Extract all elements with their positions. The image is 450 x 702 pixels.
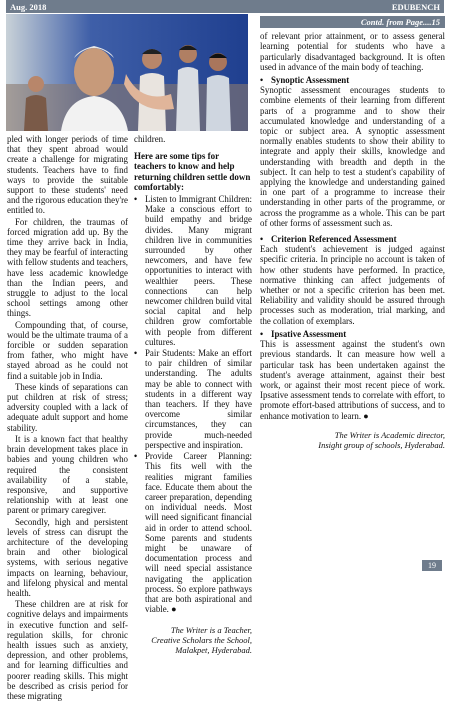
section-heading: • Criterion Referenced Assessment bbox=[260, 234, 397, 245]
writer-credit-line: Creative Scholars the School, bbox=[151, 635, 252, 646]
paragraph: Compounding that, of course, would be the ultimate trauma of a forcible or sudden separation from father, who might have stayed abroad as he could not find a suitable job in India. bbox=[7, 319, 128, 381]
article-photo bbox=[6, 14, 248, 131]
page-header bbox=[6, 0, 444, 13]
tips-heading: Here are some tips for teachers to know and help returning children settle down comfortably: bbox=[134, 151, 251, 192]
writer-credit-line: Insight group of schools, Hyderabad. bbox=[318, 439, 445, 450]
tips-list bbox=[134, 194, 252, 614]
list-item-text: Provide Career Planning: This fits well with the realities migrant families face. Educate them about the career preparation, depending on individual needs. Most will need significant financial aid in order to attend school. Some parents and students might be unaware of documentation process and will need special assistance navigating the application process. So explore pathways that are both aspirational and viable. bbox=[145, 451, 252, 615]
list-item bbox=[134, 451, 252, 614]
writer-credit bbox=[134, 625, 252, 655]
teacher-with-children-photo bbox=[6, 14, 248, 131]
paragraph: children. bbox=[134, 134, 166, 144]
publication-name: EDUBENCH bbox=[391, 1, 440, 12]
writer-credit-line: The Writer is Academic director, bbox=[334, 429, 445, 440]
writer-credit bbox=[260, 430, 445, 450]
section-heading-text: Criterion Referenced Assessment bbox=[271, 234, 397, 245]
paragraph: For children, the traumas of forced migration add up. By the time they arrive back in India, they may be fearful of interacting with fellow students and teachers, have less academic knowledge than the Indian peers, and struggle to adjust to the local school settings among other things. bbox=[7, 216, 128, 319]
paragraph: pled with longer periods of time that they spent abroad would create a challenge for migrating students. Teachers have to find ways to provide the suitable support to these students' need and the rigorous education they're entitled to. bbox=[7, 134, 128, 216]
end-mark: ● bbox=[363, 410, 369, 421]
writer-credit-line: The Writer is a Teacher, bbox=[170, 625, 252, 636]
column-middle bbox=[134, 134, 252, 655]
section-heading: • Ipsative Assessment bbox=[260, 328, 347, 339]
paragraph: of relevant prior attainment, or to assess general learning potential for students who have a particularly disadvantaged background. It is often used in advance of the main body of teaching. bbox=[260, 31, 445, 72]
paragraph: It is a known fact that healthy brain development takes place in babies and young children who required the consistent availability of a stable, responsive, and supportive relationship with at least one parent or primary caregiver. bbox=[7, 433, 128, 516]
paragraph: Each student's achievement is judged against specific criteria. In principle no account is taken of how other students have performed. In practice, normative thinking can affect judgements of whether or not a specific criterion has been met. Reliability and validity should be assured through processes such as moderation, trial marking, and the collation of exemplars. bbox=[260, 244, 445, 326]
paragraph: Synoptic assessment encourages students to combine elements of their learning from different parts of a programme and to show their accumulated knowledge and understanding of a topic or subject area. A synoptic assessment normally enables students to show their ability to integrate and apply their skills, knowledge and understanding with breadth and depth in the subject. It can help to test a student's capability of applying the knowledge and understanding gained in one part of a programme to increase their understanding in other parts of the programme, or across the programme as a whole. This can be part of other forms of assessment such as. bbox=[260, 85, 445, 228]
continued-from-banner: Contd. from Page....15 bbox=[260, 16, 445, 28]
column-right bbox=[260, 16, 445, 450]
section-heading-text: Ipsative Assessment bbox=[271, 328, 347, 339]
section-heading-text: Synoptic Assessment bbox=[271, 75, 350, 86]
page-number: 19 bbox=[422, 560, 442, 571]
writer-credit-line: Malakpet, Hyderabad. bbox=[175, 645, 252, 656]
paragraph: These kinds of separations can put children at risk of stress; adversity coupled with a lack of adequate adult support and home stability. bbox=[7, 381, 128, 433]
paragraph: Secondly, high and persistent levels of stress can disrupt the architecture of the developing brain and other biological systems, with serious negative impacts on learning, behaviour, and lifelong physical and mental health. bbox=[7, 516, 128, 598]
issue-date: Aug. 2018 bbox=[10, 1, 47, 12]
paragraph: These children are at risk for cognitive delays and impairments in executive function and self-regulation skills, for chronic health issues such as anxiety, depression, and other problems, and for learning difficulties and poorer reading skills. This might be described as crisis period for these migrating bbox=[7, 599, 128, 701]
paragraph bbox=[260, 339, 445, 421]
list-item: • Listen to Immigrant Children: Make a conscious effort to build empathy and bridge divides. Many migrant children live in communities surrounded by other newcomers, and have few opportunities to interact with wealthier peers. These connections can help newcomer children build vital social capital and help children grow comfortable with people from different cultures. bbox=[134, 194, 252, 347]
list-item: • Pair Students: Make an effort to pair children of similar understanding. The adults may be able to connect with students in a different way than teachers. If they have overcome similar circumstances, they can provide much-needed perspective and inspiration. bbox=[134, 348, 252, 450]
paragraph-text: This is assessment against the student's own previous standards. It can measure how well a particular task has been undertaken against the student's average attainment, against their best work, or against their most recent piece of work. Ipsative assessment tends to correlate with effort, to promote effort-based attributions of success, and to enhance motivation to learn. bbox=[260, 339, 445, 421]
end-mark: ● bbox=[171, 604, 177, 615]
column-left bbox=[7, 134, 128, 702]
section-heading: • Synoptic Assessment bbox=[260, 75, 350, 86]
